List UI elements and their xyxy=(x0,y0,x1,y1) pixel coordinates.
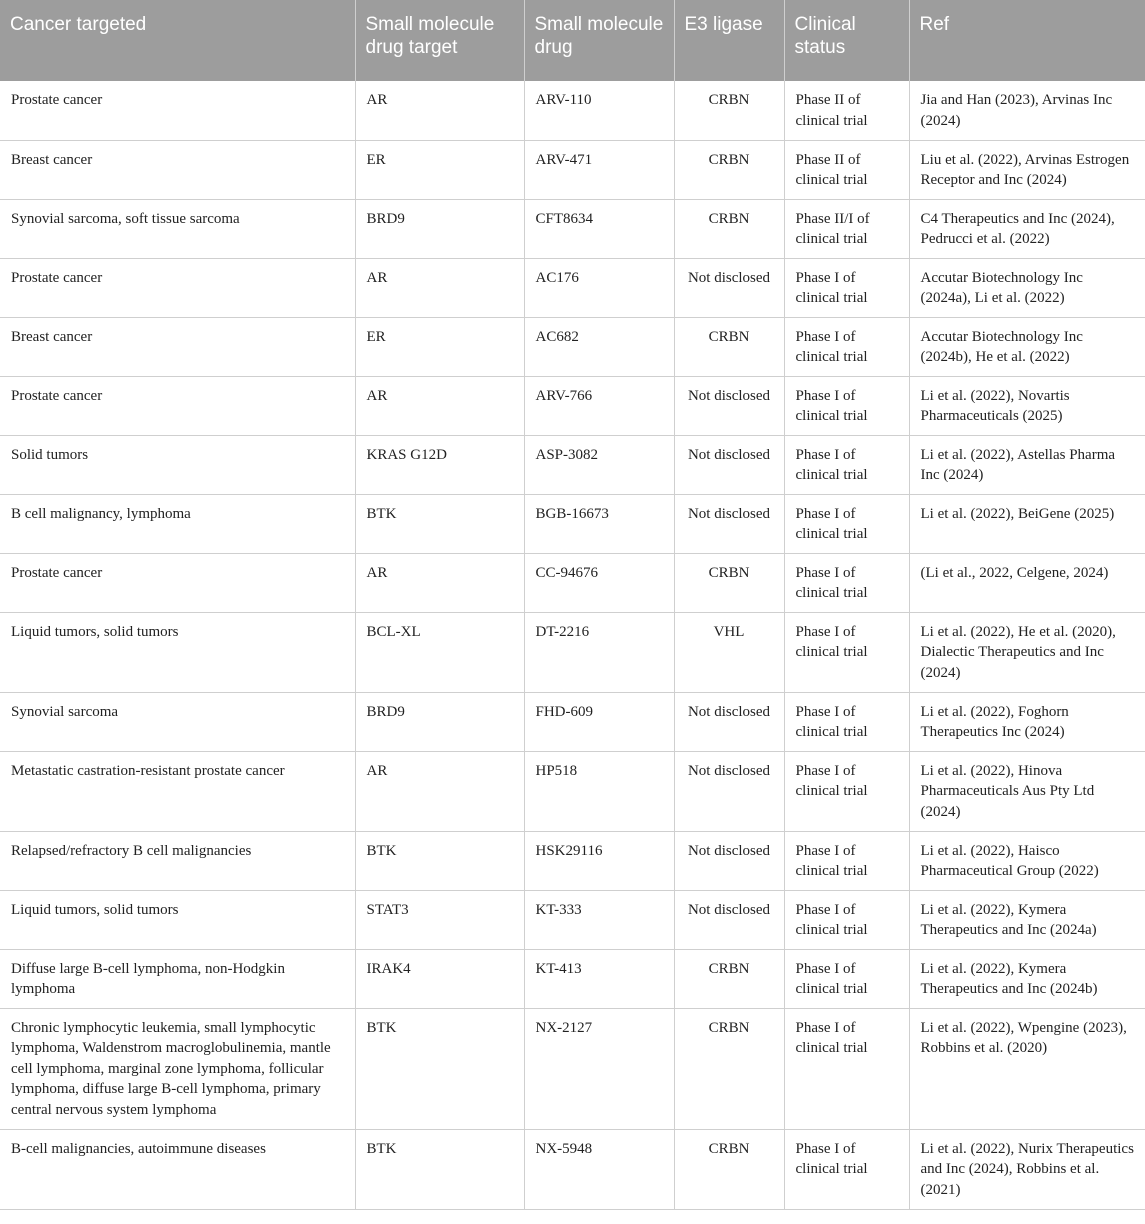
cell-drug: AC176 xyxy=(524,258,674,317)
cell-cancer: Synovial sarcoma, soft tissue sarcoma xyxy=(0,199,355,258)
header-clinical-status: Clinical status xyxy=(784,0,909,81)
table-row xyxy=(0,199,1145,258)
cell-status: Phase II of clinical trial xyxy=(784,81,909,140)
cell-drug: AC682 xyxy=(524,317,674,376)
table-row xyxy=(0,692,1145,751)
cell-status: Phase I of clinical trial xyxy=(784,949,909,1008)
cell-cancer: Solid tumors xyxy=(0,435,355,494)
table-row xyxy=(0,317,1145,376)
table-row xyxy=(0,81,1145,140)
cell-drug: KT-333 xyxy=(524,890,674,949)
header-ref: Ref xyxy=(909,0,1145,81)
cell-e3-ligase: Not disclosed xyxy=(674,494,784,553)
header-cancer-targeted: Cancer targeted xyxy=(0,0,355,81)
cell-cancer: B cell malignancy, lymphoma xyxy=(0,494,355,553)
cell-cancer: Prostate cancer xyxy=(0,553,355,612)
header-e3-ligase: E3 ligase xyxy=(674,0,784,81)
cell-target: BTK xyxy=(355,494,524,553)
cell-ref: Li et al. (2022), Astellas Pharma Inc (2024) xyxy=(909,435,1145,494)
cell-target: BRD9 xyxy=(355,199,524,258)
cell-ref: Accutar Biotechnology Inc (2024a), Li et al. (2022) xyxy=(909,258,1145,317)
cell-drug: KT-413 xyxy=(524,949,674,1008)
cell-status: Phase I of clinical trial xyxy=(784,831,909,890)
cell-target: STAT3 xyxy=(355,890,524,949)
cell-target: AR xyxy=(355,258,524,317)
cell-e3-ligase: Not disclosed xyxy=(674,751,784,831)
cell-target: ER xyxy=(355,140,524,199)
cell-e3-ligase: Not disclosed xyxy=(674,692,784,751)
cell-cancer: Prostate cancer xyxy=(0,258,355,317)
cell-e3-ligase: CRBN xyxy=(674,553,784,612)
cell-ref: Li et al. (2022), BeiGene (2025) xyxy=(909,494,1145,553)
cell-status: Phase I of clinical trial xyxy=(784,890,909,949)
table-body xyxy=(0,81,1145,1209)
cell-target: BCL-XL xyxy=(355,612,524,692)
cell-e3-ligase: Not disclosed xyxy=(674,890,784,949)
cell-status: Phase I of clinical trial xyxy=(784,751,909,831)
cell-drug: ARV-766 xyxy=(524,376,674,435)
table-row xyxy=(0,258,1145,317)
cell-target: BTK xyxy=(355,1129,524,1209)
table-row xyxy=(0,140,1145,199)
cell-status: Phase I of clinical trial xyxy=(784,494,909,553)
cell-drug: NX-5948 xyxy=(524,1129,674,1209)
cell-e3-ligase: CRBN xyxy=(674,1008,784,1129)
cell-cancer: Prostate cancer xyxy=(0,376,355,435)
cell-ref: Accutar Biotechnology Inc (2024b), He et al. (2022) xyxy=(909,317,1145,376)
cell-e3-ligase: CRBN xyxy=(674,199,784,258)
cell-cancer: Prostate cancer xyxy=(0,81,355,140)
table-row xyxy=(0,751,1145,831)
cell-ref: Li et al. (2022), Kymera Therapeutics and Inc (2024b) xyxy=(909,949,1145,1008)
cell-cancer: Breast cancer xyxy=(0,140,355,199)
cell-ref: Li et al. (2022), Kymera Therapeutics and Inc (2024a) xyxy=(909,890,1145,949)
cell-target: KRAS G12D xyxy=(355,435,524,494)
cell-target: AR xyxy=(355,751,524,831)
cell-drug: ARV-110 xyxy=(524,81,674,140)
cell-target: AR xyxy=(355,553,524,612)
cell-drug: CC-94676 xyxy=(524,553,674,612)
cell-cancer: Liquid tumors, solid tumors xyxy=(0,612,355,692)
cell-cancer: Liquid tumors, solid tumors xyxy=(0,890,355,949)
table-row xyxy=(0,494,1145,553)
cell-e3-ligase: CRBN xyxy=(674,317,784,376)
table-row xyxy=(0,831,1145,890)
cell-cancer: Diffuse large B-cell lymphoma, non-Hodgkin lymphoma xyxy=(0,949,355,1008)
table-row xyxy=(0,949,1145,1008)
cell-target: IRAK4 xyxy=(355,949,524,1008)
cell-status: Phase II of clinical trial xyxy=(784,140,909,199)
table-row xyxy=(0,435,1145,494)
cell-cancer: Metastatic castration-resistant prostate cancer xyxy=(0,751,355,831)
table-row xyxy=(0,1008,1145,1129)
cell-status: Phase I of clinical trial xyxy=(784,612,909,692)
cell-cancer: B-cell malignancies, autoimmune diseases xyxy=(0,1129,355,1209)
cell-e3-ligase: Not disclosed xyxy=(674,435,784,494)
cell-drug: DT-2216 xyxy=(524,612,674,692)
cell-cancer: Relapsed/refractory B cell malignancies xyxy=(0,831,355,890)
cell-drug: CFT8634 xyxy=(524,199,674,258)
cell-status: Phase I of clinical trial xyxy=(784,376,909,435)
header-row xyxy=(0,0,1145,81)
cell-e3-ligase: CRBN xyxy=(674,81,784,140)
table-row xyxy=(0,890,1145,949)
cell-ref: Li et al. (2022), Nurix Therapeutics and Inc (2024), Robbins et al. (2021) xyxy=(909,1129,1145,1209)
cell-target: BRD9 xyxy=(355,692,524,751)
cell-ref: Li et al. (2022), Haisco Pharmaceutical Group (2022) xyxy=(909,831,1145,890)
cell-target: BTK xyxy=(355,1008,524,1129)
cell-target: ER xyxy=(355,317,524,376)
cell-status: Phase I of clinical trial xyxy=(784,435,909,494)
cell-target: AR xyxy=(355,81,524,140)
cell-e3-ligase: VHL xyxy=(674,612,784,692)
cell-ref: C4 Therapeutics and Inc (2024), Pedrucci et al. (2022) xyxy=(909,199,1145,258)
cell-drug: HP518 xyxy=(524,751,674,831)
cell-status: Phase I of clinical trial xyxy=(784,317,909,376)
cell-status: Phase I of clinical trial xyxy=(784,692,909,751)
cell-e3-ligase: CRBN xyxy=(674,140,784,199)
cell-ref: Li et al. (2022), Foghorn Therapeutics Inc (2024) xyxy=(909,692,1145,751)
cell-status: Phase I of clinical trial xyxy=(784,1129,909,1209)
cell-cancer: Breast cancer xyxy=(0,317,355,376)
table-row xyxy=(0,612,1145,692)
cell-ref: (Li et al., 2022, Celgene, 2024) xyxy=(909,553,1145,612)
header-drug-target: Small molecule drug target xyxy=(355,0,524,81)
cell-status: Phase I of clinical trial xyxy=(784,553,909,612)
table-row xyxy=(0,376,1145,435)
cell-drug: HSK29116 xyxy=(524,831,674,890)
cell-cancer: Synovial sarcoma xyxy=(0,692,355,751)
cell-target: BTK xyxy=(355,831,524,890)
cell-cancer: Chronic lymphocytic leukemia, small lymphocytic lymphoma, Waldenstrom macroglobulinemia, mantle cell lymphoma, marginal zone lymphoma, follicular lymphoma, diffuse large B-cell lymphoma, primary central nervous system lymphoma xyxy=(0,1008,355,1129)
cell-e3-ligase: Not disclosed xyxy=(674,376,784,435)
header-drug: Small molecule drug xyxy=(524,0,674,81)
cell-drug: ARV-471 xyxy=(524,140,674,199)
cell-e3-ligase: Not disclosed xyxy=(674,258,784,317)
cell-status: Phase II/I of clinical trial xyxy=(784,199,909,258)
cell-e3-ligase: Not disclosed xyxy=(674,831,784,890)
cell-drug: ASP-3082 xyxy=(524,435,674,494)
cell-ref: Liu et al. (2022), Arvinas Estrogen Receptor and Inc (2024) xyxy=(909,140,1145,199)
cell-ref: Li et al. (2022), Novartis Pharmaceuticals (2025) xyxy=(909,376,1145,435)
table-row xyxy=(0,1129,1145,1209)
table-row xyxy=(0,553,1145,612)
cell-e3-ligase: CRBN xyxy=(674,1129,784,1209)
cell-ref: Li et al. (2022), Hinova Pharmaceuticals Aus Pty Ltd (2024) xyxy=(909,751,1145,831)
cell-status: Phase I of clinical trial xyxy=(784,258,909,317)
table-header xyxy=(0,0,1145,81)
cell-drug: NX-2127 xyxy=(524,1008,674,1129)
cell-ref: Li et al. (2022), Wpengine (2023), Robbins et al. (2020) xyxy=(909,1008,1145,1129)
cell-ref: Li et al. (2022), He et al. (2020), Dialectic Therapeutics and Inc (2024) xyxy=(909,612,1145,692)
cell-ref: Jia and Han (2023), Arvinas Inc (2024) xyxy=(909,81,1145,140)
cell-e3-ligase: CRBN xyxy=(674,949,784,1008)
cell-drug: BGB-16673 xyxy=(524,494,674,553)
cell-drug: FHD-609 xyxy=(524,692,674,751)
cell-target: AR xyxy=(355,376,524,435)
cell-status: Phase I of clinical trial xyxy=(784,1008,909,1129)
